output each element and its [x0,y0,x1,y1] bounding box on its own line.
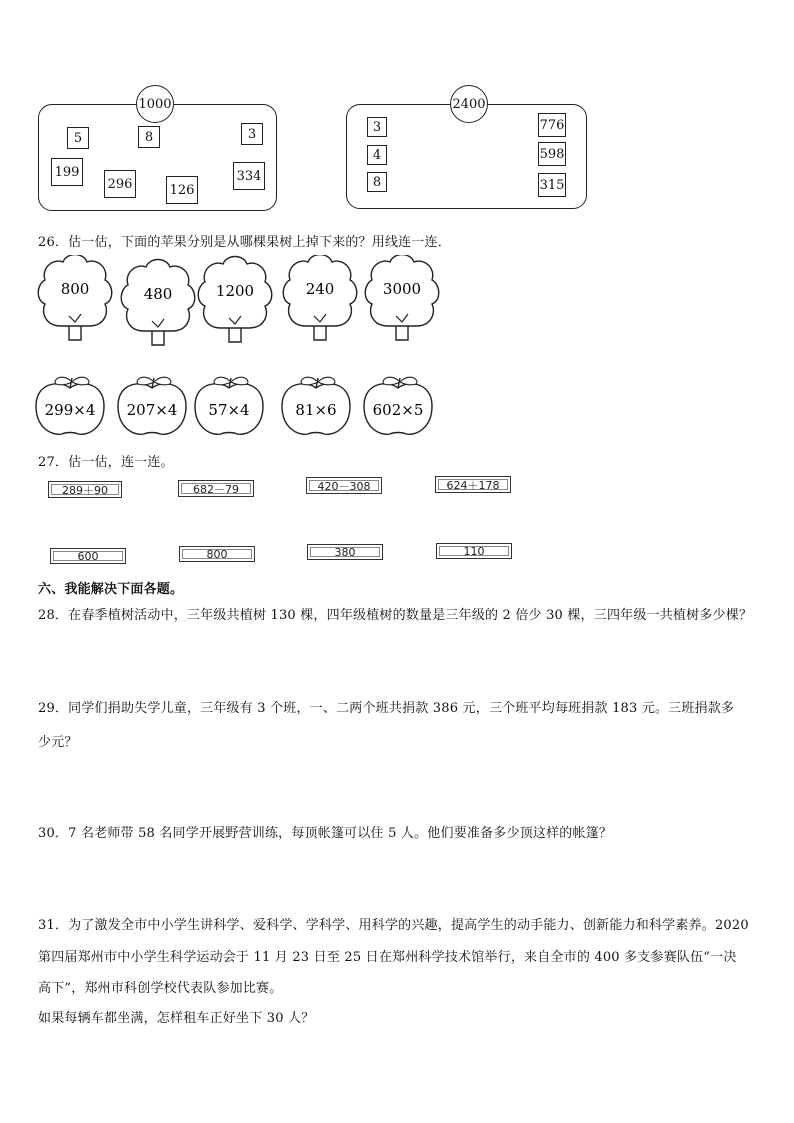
tree-1200[interactable] [198,257,272,343]
question-29-line-1: 29．同学们捐助失学儿童，三年级有 3 个班，一、二两个班共捐款 386 元，三个班平均每班捐款 183 元。三班捐款多 [38,701,735,716]
apple-299x4[interactable] [36,377,104,434]
number-box[interactable]: 334 [233,162,265,190]
question-30: 30．7 名老师带 58 名同学开展野营训练，每顶帐篷可以住 5 人。他们要准备多少顶这样的帐篷？ [38,826,613,841]
expression-box[interactable]: 420－308 [306,477,382,494]
apple-label: 207×4 [126,401,178,419]
question-27: 27．估一估，连一连。 [38,455,174,470]
apple-label: 602×5 [372,401,424,419]
number-box[interactable]: 4 [367,145,387,165]
expression-box[interactable]: 289＋90 [48,481,122,498]
apple-label: 299×4 [44,401,96,419]
tree-800[interactable] [38,255,112,340]
number-box[interactable]: 296 [104,170,136,198]
apple-602x5[interactable] [364,377,432,434]
number-box[interactable]: 126 [166,176,198,204]
question-31-line-2: 第四届郑州市中小学生科学运动会于 11 月 23 日至 25 日在郑州科学技术馆举行，来自全市的 400 多支参赛队伍“一决 [38,950,737,965]
apple-81x6[interactable] [282,377,350,434]
question-29-line-2: 少元？ [38,735,78,750]
question-31-line-4: 如果每辆车都坐满，怎样租车正好坐下 30 人？ [38,1011,315,1026]
number-box[interactable]: 8 [367,172,387,192]
question-31-line-1: 31．为了激发全市中小学生讲科学、爱科学、学科学、用科学的兴趣，提高学生的动手能力、创新能力和科学素养。2020 [38,918,749,933]
number-box[interactable]: 598 [538,142,566,166]
section-6-title: 六、我能解决下面各题。 [38,582,184,597]
tree-label: 800 [60,280,90,298]
center-circle-1000: 1000 [136,85,174,123]
apple-207x4[interactable] [118,377,186,434]
tree-3000[interactable] [365,255,439,340]
tree-480[interactable] [121,260,195,346]
apple-label: 57×4 [208,401,250,419]
number-box[interactable]: 776 [538,113,566,137]
tree-label: 1200 [215,282,255,300]
question-26: 26．估一估，下面的苹果分别是从哪棵果树上掉下来的？用线连一连． [38,235,451,250]
question-28: 28．在春季植树活动中，三年级共植树 130 棵，四年级植树的数量是三年级的 2 倍少 30 棵，三四年级一共植树多少棵？ [38,608,753,623]
number-box[interactable]: 199 [51,158,83,186]
apple-57x4[interactable] [195,377,263,434]
tree-label: 3000 [382,280,422,298]
question-31-line-3: 高下”，郑州市科创学校代表队参加比赛。 [38,981,283,996]
number-box[interactable]: 8 [138,126,160,148]
apple-label: 81×6 [295,401,337,419]
center-circle-2400: 2400 [450,85,488,123]
tree-apple-figure [0,255,794,445]
number-box[interactable]: 5 [67,127,89,149]
result-box[interactable]: 380 [307,544,383,560]
tree-label: 240 [305,280,335,298]
number-box[interactable]: 3 [241,123,263,145]
expression-box[interactable]: 624＋178 [435,476,511,493]
result-box[interactable]: 800 [179,546,255,562]
number-box[interactable]: 315 [538,173,566,197]
tree-label: 480 [143,285,173,303]
expression-box[interactable]: 682－79 [178,480,254,497]
result-box[interactable]: 110 [436,543,512,559]
result-box[interactable]: 600 [50,548,126,564]
tree-240[interactable] [283,255,357,340]
number-box[interactable]: 3 [367,117,387,137]
